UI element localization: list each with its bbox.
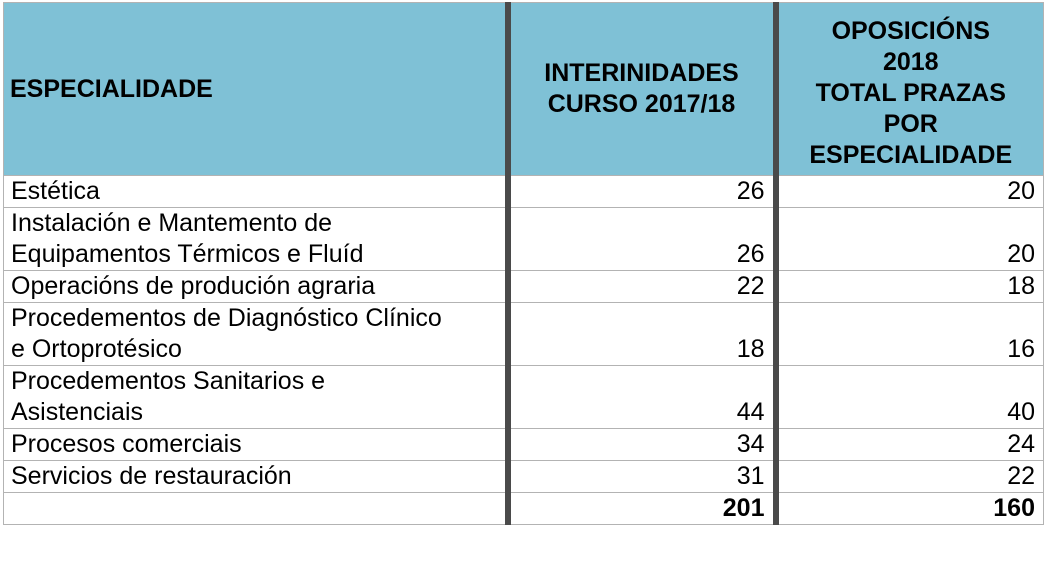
table-row — [4, 303, 1044, 366]
header-interinidades[interactable] — [508, 3, 776, 176]
header-oposicions-line: TOTAL PRAZAS — [815, 79, 1006, 107]
totals-row — [4, 493, 1044, 525]
cell-interinidades[interactable]: 31 — [508, 461, 776, 493]
especialidade-text: Equipamentos Térmicos e Fluíd — [11, 240, 364, 268]
cell-especialidade[interactable] — [4, 303, 508, 366]
cell-interinidades[interactable]: 18 — [508, 303, 776, 366]
cell-especialidade[interactable] — [4, 429, 508, 461]
especialidade-text: Operacións de produción agraria — [11, 272, 376, 300]
table-header — [4, 3, 1044, 176]
cell-oposicions[interactable]: 40 — [776, 366, 1044, 429]
cell-oposicions[interactable]: 18 — [776, 271, 1044, 303]
especialidade-text: Servicios de restauración — [11, 462, 292, 490]
header-interinidades-line: INTERINIDADES — [544, 59, 739, 87]
header-oposicions-line: POR — [883, 110, 938, 138]
header-oposicions-line: OPOSICIÓNS — [831, 17, 990, 45]
header-oposicions-line: ESPECIALIDADE — [809, 141, 1013, 169]
table-row — [4, 461, 1044, 493]
header-oposicions-line: 2018 — [882, 48, 939, 76]
cell-total-oposicions[interactable]: 160 — [776, 493, 1044, 525]
cell-especialidade[interactable] — [4, 176, 508, 208]
cell-oposicions[interactable]: 20 — [776, 208, 1044, 271]
especialidade-text: Procedementos Sanitarios e — [11, 367, 326, 395]
table-row — [4, 366, 1044, 429]
cell-oposicions[interactable]: 24 — [776, 429, 1044, 461]
cell-oposicions[interactable]: 22 — [776, 461, 1044, 493]
cell-interinidades[interactable]: 26 — [508, 208, 776, 271]
table-row — [4, 429, 1044, 461]
header-especialidade[interactable] — [4, 3, 508, 176]
cell-especialidade[interactable] — [4, 271, 508, 303]
table-row — [4, 271, 1044, 303]
cell-especialidade[interactable] — [4, 461, 508, 493]
cell-especialidade[interactable] — [4, 366, 508, 429]
cell-oposicions[interactable]: 16 — [776, 303, 1044, 366]
especialidade-text: Procesos comerciais — [11, 430, 242, 458]
cell-interinidades[interactable]: 44 — [508, 366, 776, 429]
header-oposicions[interactable] — [776, 3, 1044, 176]
table-row — [4, 208, 1044, 271]
specialty-table — [3, 2, 1044, 525]
header-especialidade-label: ESPECIALIDADE — [10, 74, 213, 103]
cell-oposicions[interactable]: 20 — [776, 176, 1044, 208]
header-row — [4, 3, 1044, 176]
especialidade-text: Asistenciais — [11, 398, 143, 426]
especialidade-text: Estética — [11, 177, 100, 205]
cell-especialidade[interactable] — [4, 208, 508, 271]
table-row — [4, 176, 1044, 208]
cell-interinidades[interactable]: 26 — [508, 176, 776, 208]
cell-interinidades[interactable]: 22 — [508, 271, 776, 303]
cell-interinidades[interactable]: 34 — [508, 429, 776, 461]
especialidade-text: e Ortoprotésico — [11, 335, 182, 363]
especialidade-text: Instalación e Mantemento de — [11, 209, 333, 237]
header-interinidades-line: CURSO 2017/18 — [547, 90, 736, 118]
cell-total-interinidades[interactable]: 201 — [508, 493, 776, 525]
cell-total-label[interactable] — [4, 493, 508, 525]
especialidade-text: Procedementos de Diagnóstico Clínico — [11, 304, 442, 332]
table-body — [4, 176, 1044, 525]
